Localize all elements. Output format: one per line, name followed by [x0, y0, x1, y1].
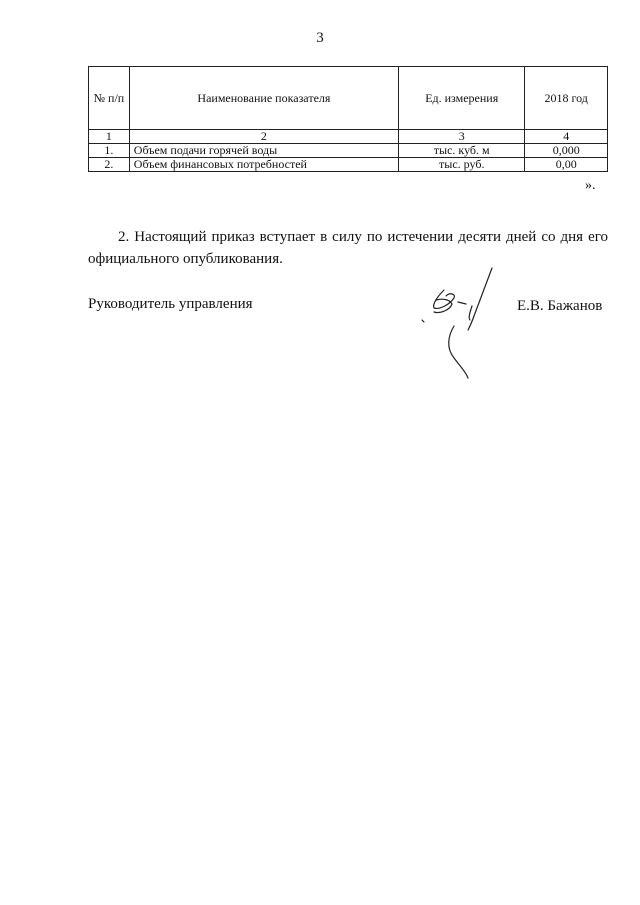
header-num: № п/п [89, 67, 130, 130]
header-unit: Ед. измерения [399, 67, 525, 130]
order-paragraph: 2. Настоящий приказ вступает в силу по истечении десяти дней со дня его официального опубликования. [88, 229, 608, 267]
closing-quote: ». [585, 178, 596, 193]
page-number: 3 [316, 30, 324, 46]
row-unit: тыс. руб. [399, 158, 525, 172]
handwritten-signature-icon [410, 260, 510, 380]
header-year: 2018 год [525, 67, 608, 130]
column-number: 3 [399, 130, 525, 144]
row-num: 2. [89, 158, 130, 172]
row-unit: тыс. куб. м [399, 144, 525, 158]
row-value: 0,00 [525, 158, 608, 172]
column-number: 4 [525, 130, 608, 144]
column-number: 2 [129, 130, 398, 144]
indicators-table [88, 66, 608, 172]
row-value: 0,000 [525, 144, 608, 158]
table-row [89, 158, 608, 172]
table-row [89, 144, 608, 158]
row-name: Объем подачи горячей воды [129, 144, 398, 158]
column-number-row [89, 130, 608, 144]
column-number: 1 [89, 130, 130, 144]
table-header-row [89, 67, 608, 130]
header-name: Наименование показателя [129, 67, 398, 130]
row-num: 1. [89, 144, 130, 158]
row-name: Объем финансовых потребностей [129, 158, 398, 172]
signer-name: Е.В. Бажанов [517, 298, 603, 314]
signer-title: Руководитель управления [88, 296, 253, 312]
